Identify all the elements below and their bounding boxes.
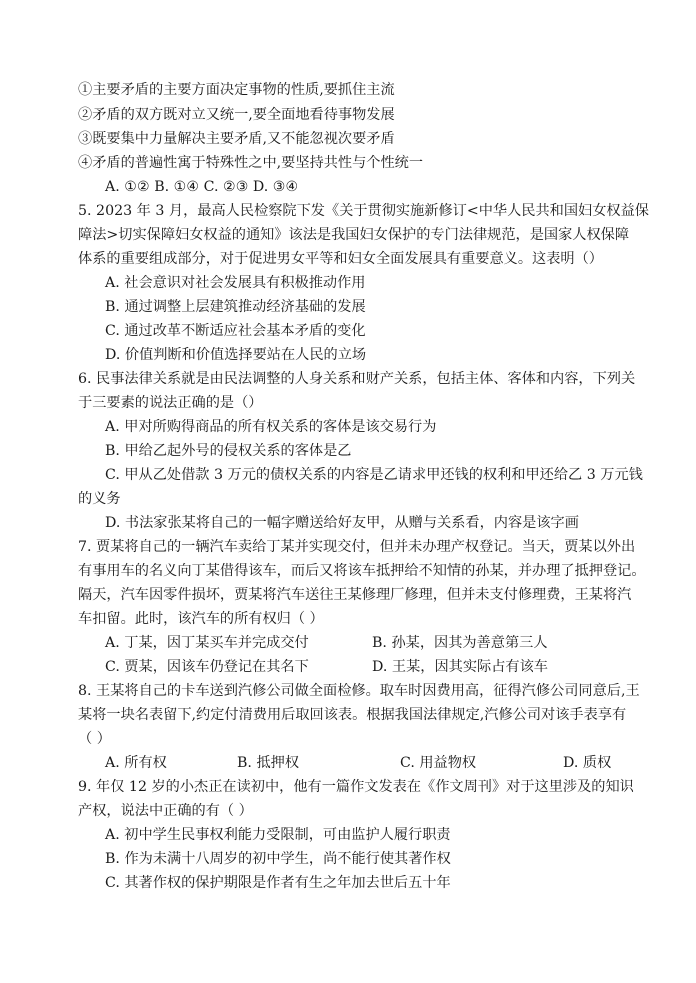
q5-stem-line-3: 体系的重要组成部分，对于促进男女平等和妇女全面发展具有重要意义。这表明（） xyxy=(78,251,603,267)
q8-stem-line-2: 某将一块名表留下,约定付清费用后取回该表。根据我国法律规定,汽修公司对该手表享有 xyxy=(78,707,627,723)
q5-option-a: A. 社会意识对社会发展具有积极推动作用 xyxy=(105,275,366,291)
statement-1: ①主要矛盾的主要方面决定事物的性质,要抓住主流 xyxy=(78,82,395,98)
q5-option-c: C. 通过改革不断适应社会基本矛盾的变化 xyxy=(105,323,366,339)
q6-stem-line-2: 于三要素的说法正确的是（） xyxy=(78,395,263,411)
q7-stem-line-2: 有事用车的名义向丁某借得该车，而后又将该车抵押给不知情的孙某，并办理了抵押登记。 xyxy=(78,563,646,579)
q9-option-b: B. 作为未满十八周岁的初中学生，尚不能行使其著作权 xyxy=(105,851,451,867)
q7-option-c: C. 贾某，因该车仍登记在其名下 xyxy=(105,659,309,675)
q8-option-b: B. 抵押权 xyxy=(237,755,300,771)
q6-option-b: B. 甲给乙起外号的侵权关系的客体是乙 xyxy=(105,443,352,459)
q7-option-b: B. 孙某，因其为善意第三人 xyxy=(372,635,548,651)
q9-option-a: A. 初中学生民事权利能力受限制，可由监护人履行职责 xyxy=(105,827,451,843)
q7-stem-line-3: 隔天，汽车因零件损坏，贾某将汽车送往王某修理厂修理，但并未支付修理费，王某将汽 xyxy=(78,587,632,603)
q6-stem-line-1: 6. 民事法律关系就是由民法调整的人身关系和财产关系，包括主体、客体和内容，下列关 xyxy=(78,371,636,387)
q5-option-b: B. 通过调整上层建筑推动经济基础的发展 xyxy=(105,299,366,315)
q8-stem-line-1: 8. 王某将自己的卡车送到汽修公司做全面检修。取车时因费用高，征得汽修公司同意后,王 xyxy=(78,683,640,699)
q7-stem-line-1: 7. 贾某将自己的一辆汽车卖给丁某并实现交付，但并未办理产权登记。当天，贾某以外出 xyxy=(78,539,636,555)
q8-option-a: A. 所有权 xyxy=(105,755,167,771)
q7-option-a: A. 丁某，因丁某买车并完成交付 xyxy=(105,635,309,651)
q6-option-c: C. 甲从乙处借款 3 万元的债权关系的内容是乙请求甲还钱的权利和甲还给乙 3 万元钱 xyxy=(105,467,643,483)
q8-stem-line-3: （ ） xyxy=(78,731,111,747)
q4-options: A. ①② B. ①④ C. ②③ D. ③④ xyxy=(105,179,299,195)
statement-4: ④矛盾的普遍性寓于特殊性之中,要坚持共性与个性统一 xyxy=(78,155,424,171)
q6-option-d: D. 书法家张某将自己的一幅字赠送给好友甲，从赠与关系看，内容是该字画 xyxy=(105,515,579,531)
q5-option-d: D. 价值判断和价值选择要站在人民的立场 xyxy=(105,347,367,363)
q6-option-c-cont: 的义务 xyxy=(78,491,121,507)
q7-stem-line-4: 车扣留。此时，该汽车的所有权归（ ） xyxy=(78,611,324,627)
q7-option-d: D. 王某，因其实际占有该车 xyxy=(372,659,548,675)
q9-stem-line-1: 9. 年仅 12 岁的小杰正在读初中，他有一篇作文发表在《作文周刊》对于这里涉及的知识 xyxy=(78,779,634,795)
q8-option-c: C. 用益物权 xyxy=(400,755,477,771)
statement-2: ②矛盾的双方既对立又统一,要全面地看待事物发展 xyxy=(78,107,395,123)
q5-stem-line-2: 障法>切实保障妇女权益的通知》该法是我国妇女保护的专门法律规范，是国家人权保障 xyxy=(78,227,630,243)
q5-stem-line-1: 5. 2023 年 3 月，最高人民检察院下发《关于贯彻实施新修订<中华人民共和国妇女权益保 xyxy=(78,203,649,219)
q6-option-a: A. 甲对所购得商品的所有权关系的客体是该交易行为 xyxy=(105,419,437,435)
q9-stem-line-2: 产权，说法中正确的有（ ） xyxy=(78,803,253,819)
statement-3: ③既要集中力量解决主要矛盾,又不能忽视次要矛盾 xyxy=(78,131,395,147)
q8-option-d: D. 质权 xyxy=(563,755,612,771)
q9-option-c: C. 其著作权的保护期限是作者有生之年加去世后五十年 xyxy=(105,875,451,891)
